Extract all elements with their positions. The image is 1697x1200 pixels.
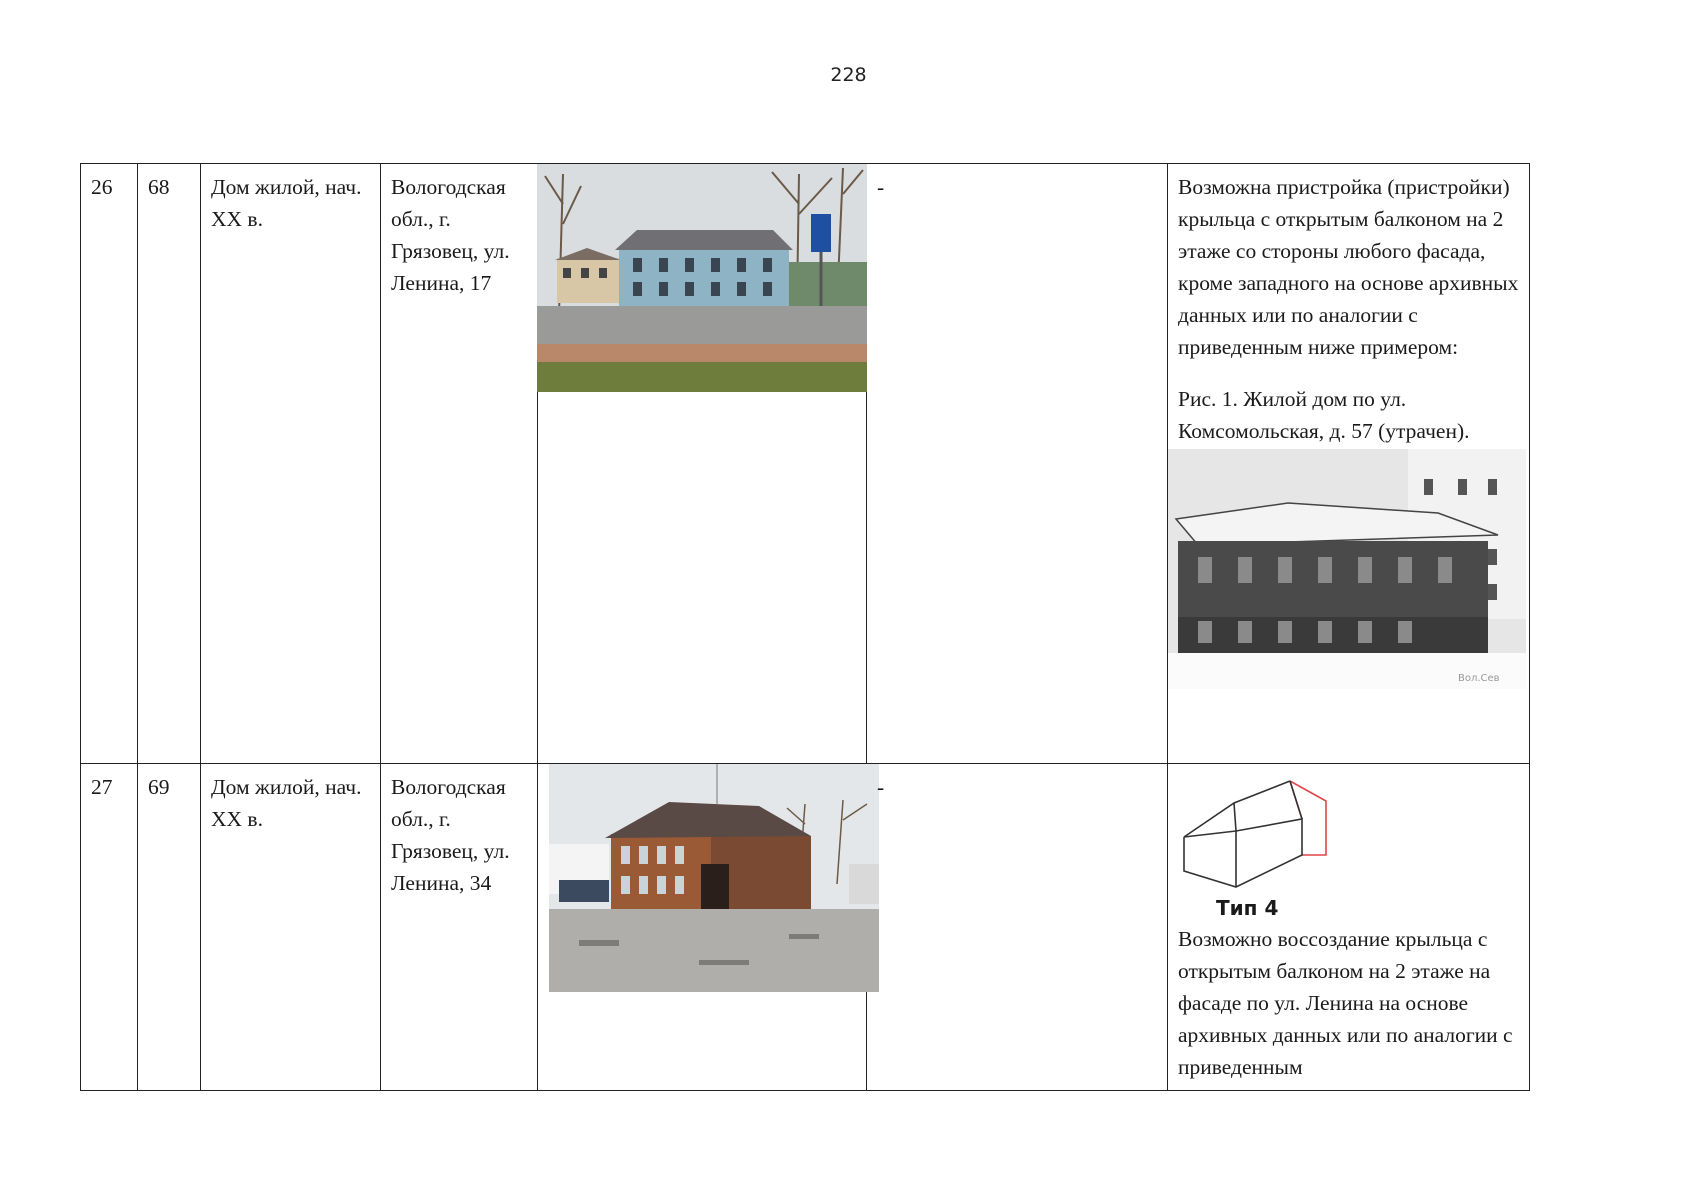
photo-cell [538,164,867,764]
house-photo [537,164,867,392]
object-name: Дом жилой, нач. XX в. [201,164,381,764]
house-photo [549,764,879,992]
table-row [81,764,1530,1091]
table-row [81,164,1530,764]
row-number: 27 [81,764,138,1091]
recommendation-cell [1168,764,1530,1091]
type-label: Тип 4 [1216,896,1279,920]
watermark: Вол.Сев [1458,673,1500,684]
object-address: Вологодская обл., г. Грязовец, ул. Ленина, 17 [381,164,538,764]
recommendation-cell [1168,164,1530,764]
object-address: Вологодская обл., г. Грязовец, ул. Ленина, 34 [381,764,538,1091]
page-number: 228 [830,64,867,86]
porch-type-diagram [1178,775,1338,893]
bus-stop-sign [811,214,831,252]
row-number: 26 [81,164,138,764]
recommendation-text: Возможна пристройка (пристройки) крыльца с открытым балконом на 2 этаже со стороны любого фасада, кроме западного на основе архивных данных или по аналогии с приведенным ниже примером: [1178,175,1519,359]
object-name: Дом жилой, нач. XX в. [201,764,381,1091]
extra-cell: - [867,764,1168,1091]
extra-cell: - [867,164,1168,764]
photo-cell [538,764,867,1091]
recommendation-text: Возможно воссоздание крыльца с открытым балконом на 2 этаже на фасаде по ул. Ленина на основе архивных данных или по аналогии с приведенным [1178,927,1513,1079]
heritage-objects-table [80,163,1530,1091]
registry-number: 69 [138,764,201,1091]
registry-number: 68 [138,164,201,764]
figure-caption: Рис. 1. Жилой дом по ул. Комсомольская, д. 57 (утрачен). [1178,387,1470,443]
archive-photo [1168,449,1526,689]
